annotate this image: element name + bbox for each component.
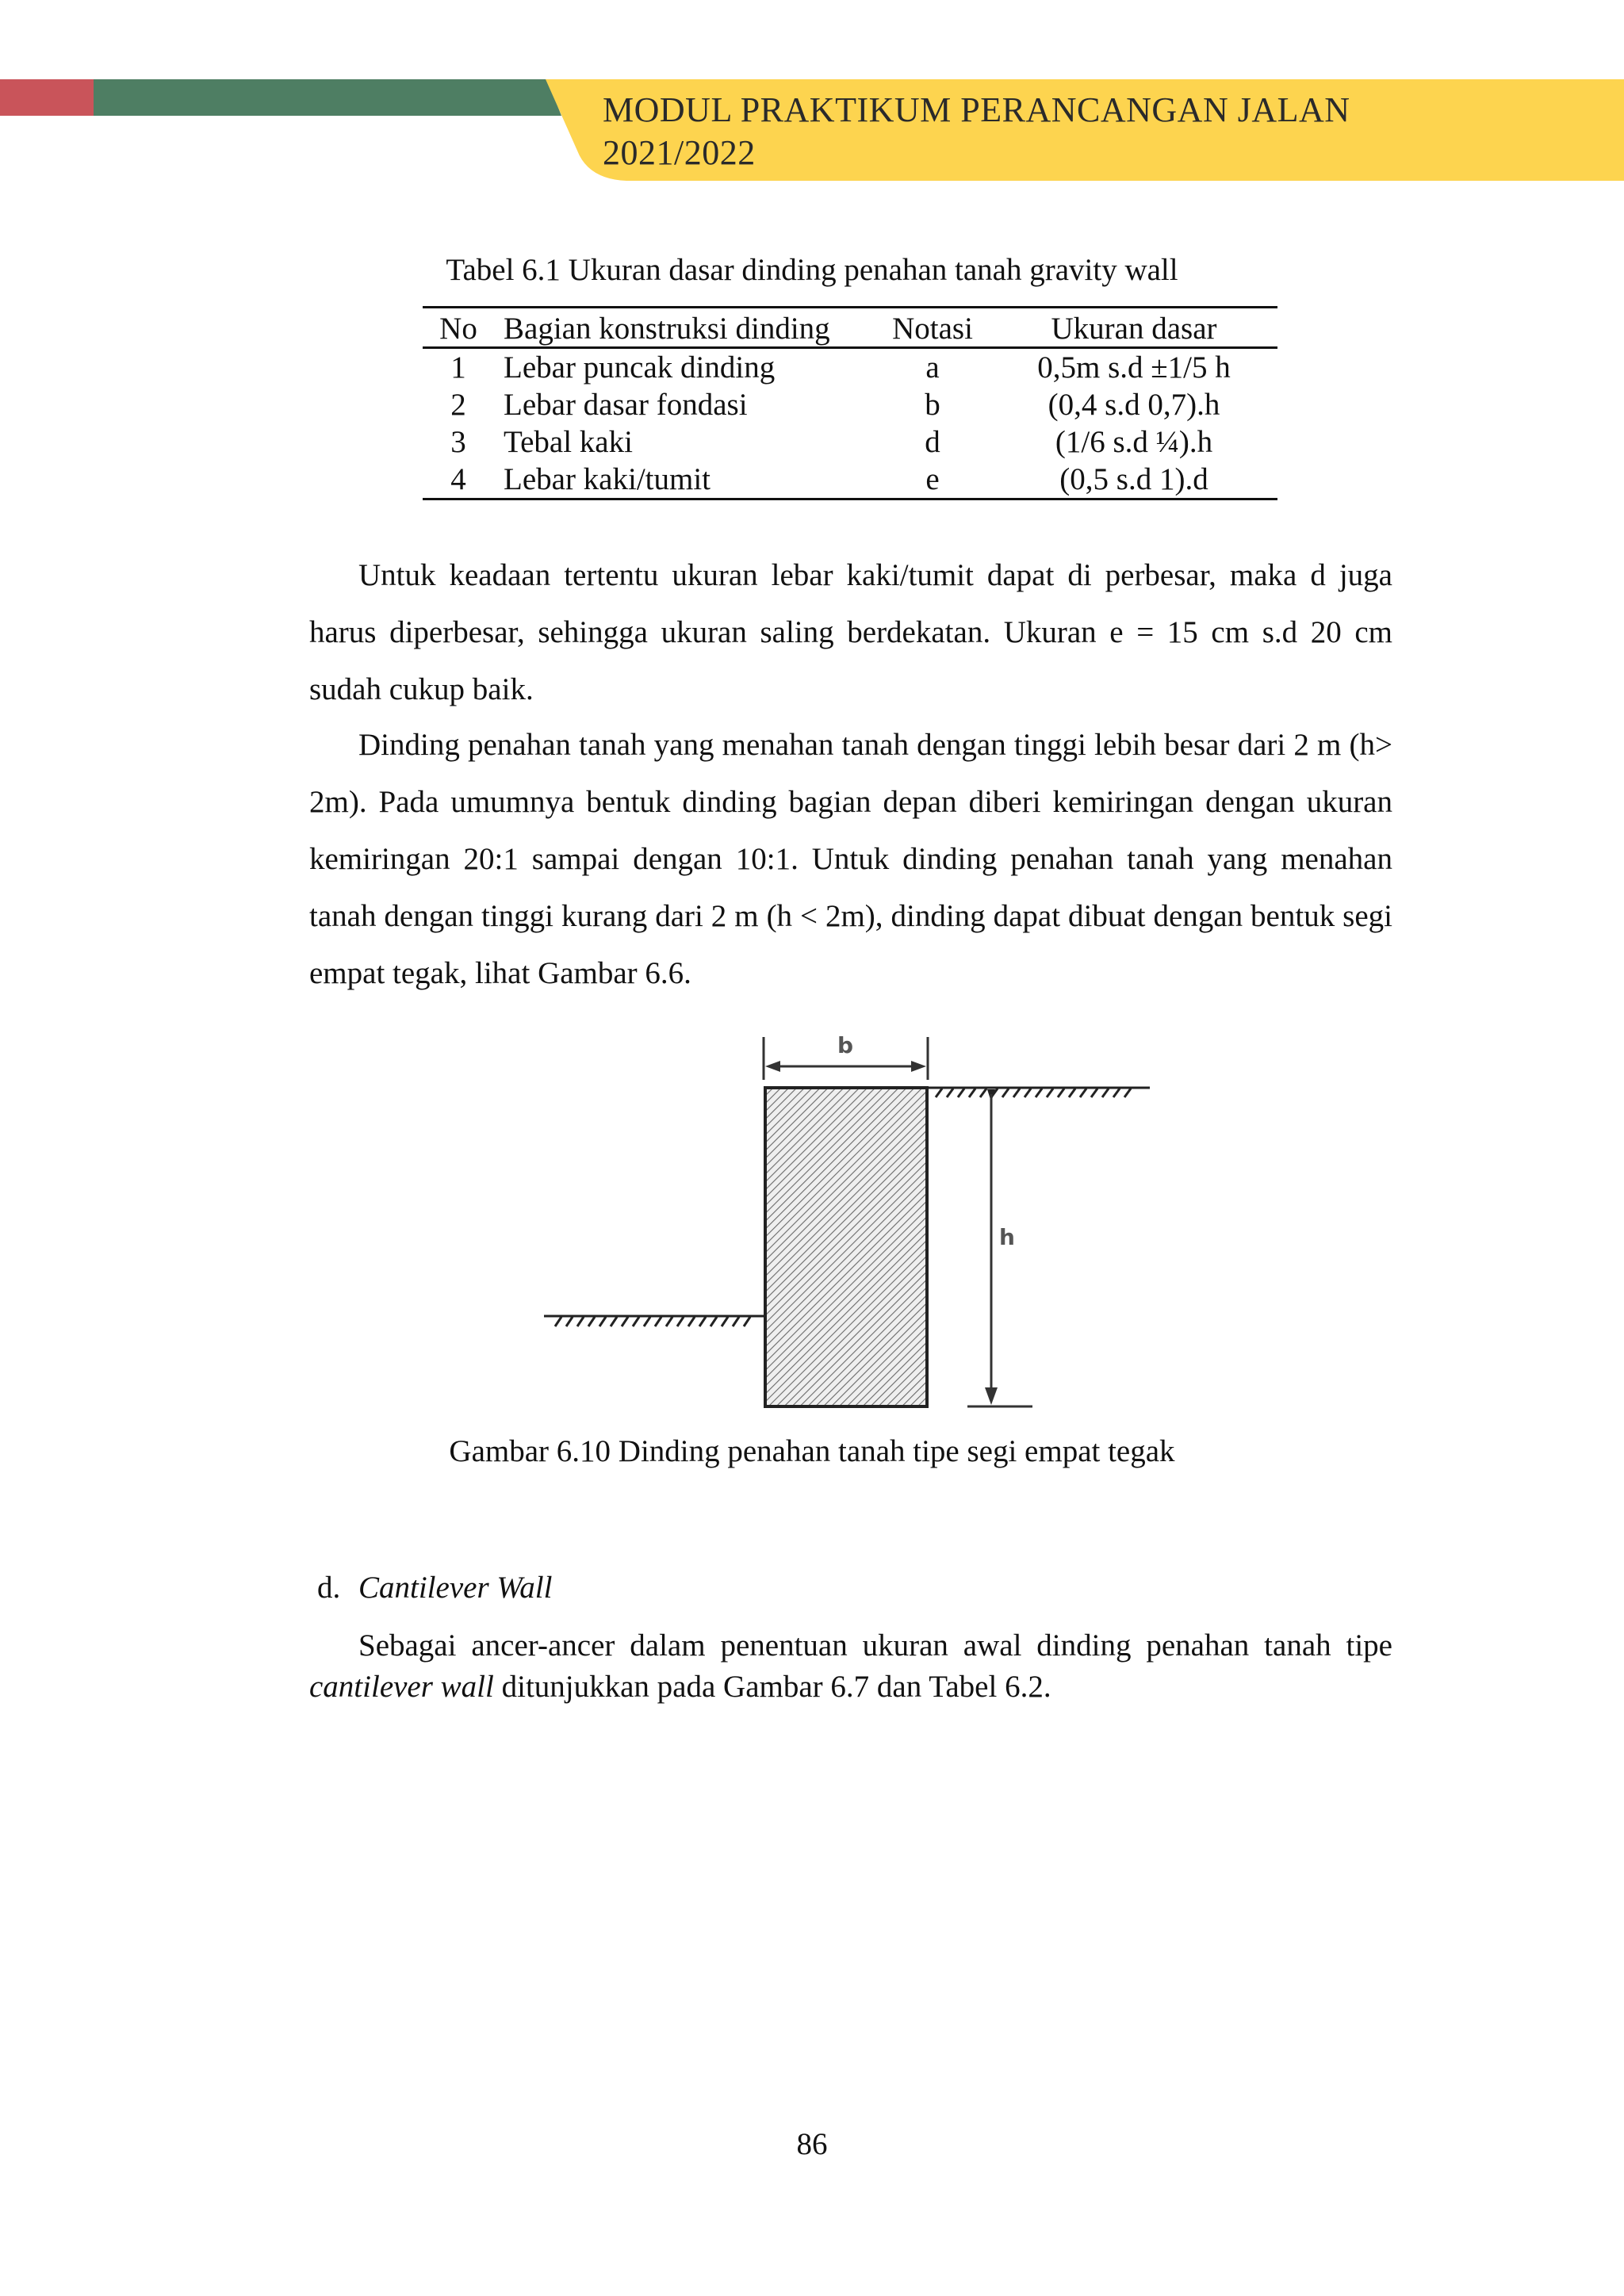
header-notation: Notasi [875,308,990,348]
cell-size: (1/6 s.d ¼).h [1055,425,1213,459]
wall-body [765,1088,927,1406]
header-title [603,89,1350,174]
header-red-bar [0,79,95,116]
cell-part: Lebar puncak dinding [504,350,776,385]
paragraph-1: Untuk keadaan tertentu ukuran lebar kaki/tumit dapat di perbesar, maka d juga harus diperbesar, sehingga ukuran saling berdekatan. Ukuran e = 15 cm s.d 20 cm sudah cukup baik. [309,558,1392,706]
cell-size: (0,4 s.d 0,7).h [1048,388,1220,422]
header-size: Ukuran dasar [990,308,1277,348]
dimension-table [423,306,1277,500]
cell-notation: a [925,350,940,385]
section-d-letter: d. [317,1571,341,1605]
header-title-line2: 2021/2022 [603,133,756,172]
paragraph-2: Dinding penahan tanah yang menahan tanah dengan tinggi lebih besar dari 2 m (h> 2m). Pada umumnya bentuk dinding bagian depan diberi kemiringan dengan ukuran kemiringan 20:1 sampai dengan 10:1. Untuk dinding penahan tanah yang menahan tanah dengan tinggi kurang dari 2 m (h < 2m), dinding dapat dibuat dengan bentuk segi empat tegak, lihat Gambar 6.6. [309,728,1392,990]
dim-b-label: b [837,1032,854,1058]
header-title-line1: MODUL PRAKTIKUM PERANCANGAN JALAN [603,90,1350,129]
section-d-text-before: Sebagai ancer-ancer dalam penentuan ukuran awal dinding penahan tanah tipe [358,1628,1392,1663]
section-d-title: Cantilever Wall [358,1571,553,1605]
cell-no: 2 [450,388,466,422]
section-d-text-after: ditunjukkan pada Gambar 6.7 dan Tabel 6.2. [493,1670,1051,1704]
header-green-bar [94,79,561,116]
header-no: No [423,308,494,348]
table-row [423,461,1277,499]
table-caption: Tabel 6.1 Ukuran dasar dinding penahan tanah gravity wall [446,253,1178,287]
cell-part: Lebar dasar fondasi [504,388,748,422]
dim-b-arrow-left [765,1061,780,1072]
table-row [423,348,1277,387]
figure-caption: Gambar 6.10 Dinding penahan tanah tipe segi empat tegak [449,1434,1175,1468]
cell-no: 3 [450,425,466,459]
header-part: Bagian konstruksi dinding [494,308,875,348]
cell-part: Tebal kaki [504,425,633,459]
cell-notation: b [925,388,940,422]
section-d-paragraph [309,1625,1392,1708]
table-row [423,423,1277,461]
dim-b-arrow-right [911,1061,926,1072]
lower-ground-hatch [555,1317,750,1326]
section-d-heading [317,1570,552,1605]
cell-no: 1 [450,350,466,385]
cell-no: 4 [423,461,494,499]
cell-notation: d [925,425,940,459]
page-number: 86 [796,2127,828,2161]
table-header-row [423,308,1277,348]
retaining-wall-figure [539,1031,1158,1419]
cell-part: Lebar kaki/tumit [494,461,875,499]
dim-h-label: h [999,1224,1015,1250]
cell-notation: e [875,461,990,499]
cell-size: 0,5m s.d ±1/5 h [1037,350,1231,385]
section-d-text-italic: cantilever wall [309,1670,494,1704]
table-row [423,386,1277,423]
upper-ground-hatch [936,1089,1131,1097]
dim-h-arrow-bottom [985,1387,998,1405]
cell-size: (0,5 s.d 1).d [990,461,1277,499]
